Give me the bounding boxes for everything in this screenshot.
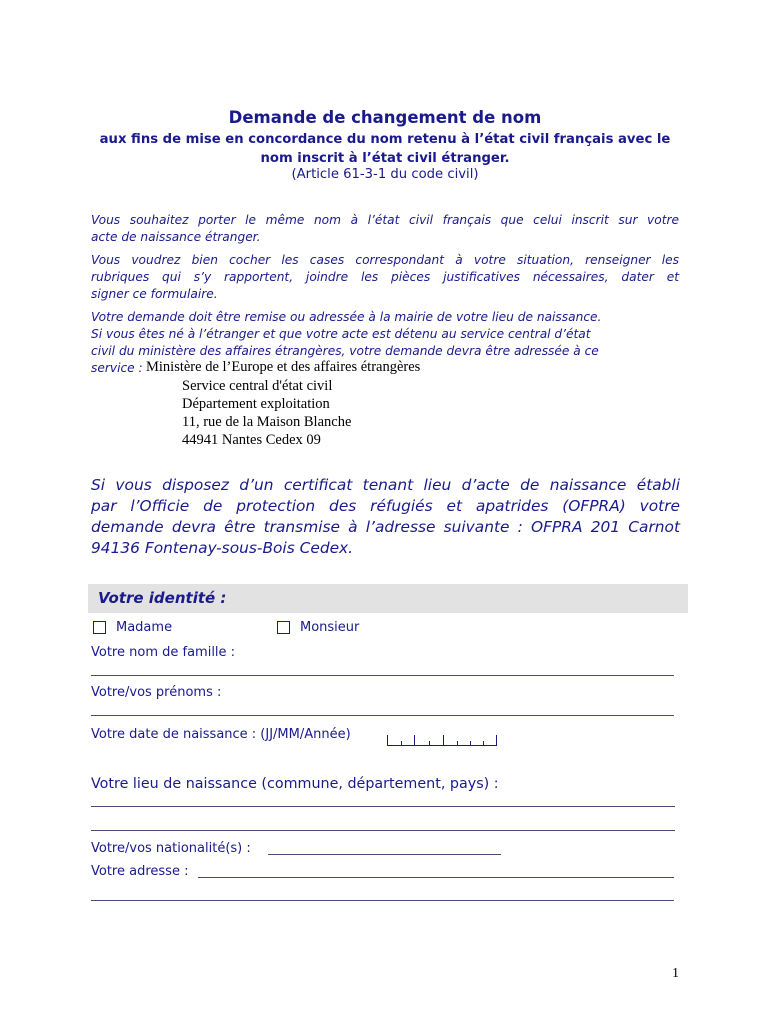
ofpra-line-4: 94136 Fontenay-sous-Bois Cedex. [91,539,354,557]
intro-p1-line-2: acte de naissance étranger. [91,230,261,244]
monsieur-checkbox[interactable] [277,621,290,634]
intro-p2-line-2: rubriques qui s’y rapportent, joindre les pièces justificatives nécessaires, dater et [91,270,679,284]
intro-p3-line-4: service : [91,361,143,375]
intro-paragraph-1 [91,212,679,246]
monsieur-label: Monsieur [300,620,360,635]
subtitle-line-1: aux fins de mise en concordance du nom retenu à l’état civil français avec le [99,132,671,147]
intro-p1-line-1: Vous souhaitez porter le même nom à l’état civil français que celui inscrit sur votre [91,213,679,227]
intro-p3-line-2: Si vous êtes né à l’étranger et que votre acte est détenu au service central d’état [91,327,591,341]
lieu-naissance-field-1[interactable] [91,806,675,807]
nationalite-label: Votre/vos nationalité(s) : [91,841,251,856]
lieu-naissance-label: Votre lieu de naissance (commune, département, pays) : [91,776,499,792]
nom-famille-label: Votre nom de famille : [91,645,236,660]
adresse-field-1[interactable] [198,877,674,878]
ofpra-line-1: Si vous disposez d’un certificat tenant lieu d’acte de naissance établi [91,476,680,494]
address-line-5: 44941 Nantes Cedex 09 [182,432,321,448]
ofpra-line-3: demande devra être transmise à l’adresse suivante : OFPRA 201 Carnot [91,518,680,536]
form-title: Demande de changement de nom [228,108,542,127]
prenoms-label: Votre/vos prénoms : [91,685,222,700]
intro-p2-line-1: Vous voudrez bien cocher les cases correspondant à votre situation, renseigner les [91,253,679,267]
adresse-label: Votre adresse : [91,864,189,879]
intro-paragraph-2 [91,252,679,303]
intro-p2-line-3: signer ce formulaire. [91,287,218,301]
address-line-2: Service central d'état civil [182,378,333,394]
subtitle-line-2: nom inscrit à l’état civil étranger. [260,151,510,166]
date-naissance-field[interactable] [387,734,497,746]
nom-famille-field[interactable] [91,675,674,676]
address-line-3: Département exploitation [182,396,330,412]
address-line-4: 11, rue de la Maison Blanche [182,414,352,430]
lieu-naissance-field-2[interactable] [91,830,675,831]
adresse-field-2[interactable] [91,900,674,901]
madame-checkbox[interactable] [93,621,106,634]
page-number: 1 [672,966,679,981]
form-subtitle [70,130,700,168]
ofpra-line-2: par l’Officie de protection des réfugiés et apatrides (OFPRA) votre [91,497,680,515]
ofpra-notice [91,475,680,559]
intro-p3-line-1: Votre demande doit être remise ou adressée à la mairie de votre lieu de naissance. [91,310,602,324]
identity-section-header [88,584,688,613]
article-reference: (Article 61-3-1 du code civil) [291,167,479,182]
intro-p3-line-3: civil du ministère des affaires étrangères, votre demande devra être adressée à ce [91,344,599,358]
address-line-1: Ministère de l’Europe et des affaires étrangères [146,359,421,375]
date-naissance-label: Votre date de naissance : (JJ/MM/Année) [91,727,351,742]
identity-section-title: Votre identité : [98,589,227,607]
prenoms-field[interactable] [91,715,674,716]
madame-label: Madame [116,620,173,635]
nationalite-field[interactable] [268,854,501,855]
